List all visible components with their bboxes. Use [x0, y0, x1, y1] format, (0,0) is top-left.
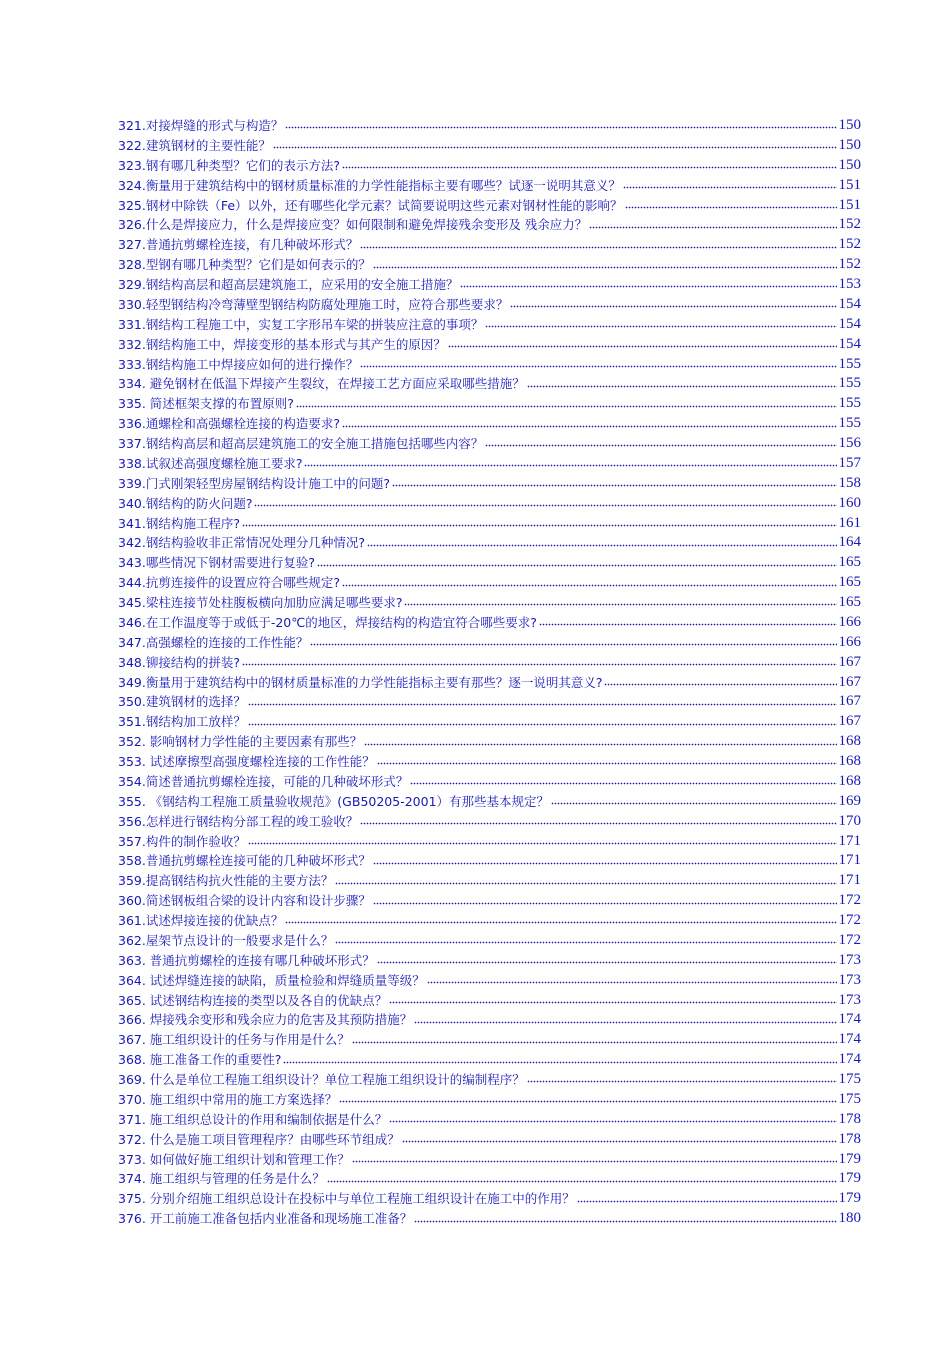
toc-entry-page-number: 151: [838, 196, 861, 213]
toc-entry-title: 335. 简述框架支撑的布置原则?: [118, 396, 294, 412]
dot-leader: [248, 702, 837, 706]
toc-entry-title: 369. 什么是单位工程施工组织设计？单位工程施工组织设计的编制程序？: [118, 1072, 525, 1087]
toc-entry-title: 334. 避免钢材在低温下焊接产生裂纹，在焊接工艺方面应采取哪些措施？: [118, 376, 525, 392]
toc-entry-page-number: 157: [838, 454, 861, 471]
toc-entry[interactable]: [118, 613, 861, 633]
toc-entry[interactable]: [118, 355, 861, 375]
dot-leader: [248, 841, 837, 845]
toc-entry-title: 338.试叙述高强度螺栓施工要求?: [118, 455, 303, 471]
toc-entry[interactable]: [118, 275, 861, 295]
toc-entry-page-number: 171: [838, 832, 861, 849]
dot-leader: [577, 1199, 837, 1203]
dot-leader: [360, 245, 836, 249]
toc-entry-page-number: 165: [838, 554, 861, 571]
toc-entry[interactable]: [118, 1110, 861, 1130]
toc-entry[interactable]: [118, 752, 861, 772]
dot-leader: [510, 305, 836, 309]
toc-entry[interactable]: [118, 633, 861, 653]
toc-entry-title: 358.普通抗剪螺栓连接可能的几种破坏形式？: [118, 853, 371, 869]
toc-entry-page-number: 161: [838, 514, 861, 531]
dot-leader: [373, 861, 837, 865]
toc-entry-page-number: 152: [838, 216, 861, 233]
toc-entry-page-number: 167: [838, 713, 861, 730]
toc-entry-page-number: 155: [838, 415, 861, 432]
toc-entry[interactable]: [118, 1010, 861, 1030]
toc-entry-page-number: 150: [838, 136, 861, 153]
toc-entry[interactable]: [118, 1150, 861, 1170]
toc-entry-title: 350.建筑钢材的选择？: [118, 694, 246, 710]
toc-entry[interactable]: [118, 156, 861, 176]
toc-entry[interactable]: [118, 991, 861, 1011]
toc-entry-page-number: 166: [838, 613, 861, 630]
toc-entry-page-number: 168: [838, 753, 861, 769]
toc-entry-title: 368. 施工准备工作的重要性?: [118, 1052, 282, 1068]
toc-entry-title: 344.抗剪连接件的设置应符合哪些规定?: [118, 575, 340, 591]
toc-entry-page-number: 169: [838, 792, 861, 809]
dot-leader: [242, 663, 837, 667]
toc-entry-title: 372. 什么是施工项目管理程序？由哪些环节组成？: [118, 1131, 400, 1147]
toc-entry-page-number: 168: [838, 733, 861, 750]
toc-entry-title: 325.钢材中除铁（Fe）以外，还有哪些化学元素？试简要说明这些元素对钢材性能的影响？: [118, 197, 623, 213]
toc-entry[interactable]: [118, 732, 861, 752]
dot-leader: [589, 225, 836, 229]
dot-leader: [248, 722, 837, 726]
dot-leader: [427, 981, 837, 985]
toc-entry[interactable]: [118, 1189, 861, 1209]
dot-leader: [367, 543, 837, 547]
toc-entry-page-number: 155: [838, 395, 861, 412]
toc-entry[interactable]: [118, 374, 861, 394]
toc-entry-page-number: 173: [838, 971, 861, 988]
dot-leader: [373, 901, 837, 905]
dot-leader: [625, 205, 837, 209]
toc-entry[interactable]: [118, 553, 861, 573]
dot-leader: [485, 325, 836, 329]
toc-entry-page-number: 164: [838, 534, 861, 551]
toc-entry-page-number: 151: [838, 176, 861, 193]
toc-entry[interactable]: [118, 1050, 861, 1070]
dot-leader: [339, 1100, 836, 1104]
toc-entry[interactable]: [118, 295, 861, 315]
toc-entry[interactable]: [118, 176, 861, 196]
toc-entry-page-number: 171: [838, 852, 861, 869]
toc-entry-page-number: 154: [838, 335, 861, 352]
toc-entry-page-number: 153: [838, 276, 861, 292]
dot-leader: [377, 961, 837, 965]
dot-leader: [273, 146, 837, 150]
toc-entry-title: 329.钢结构高层和超高层建筑施工，应采用的安全施工措施？: [118, 277, 459, 292]
toc-entry[interactable]: [118, 812, 861, 832]
dot-leader: [604, 682, 836, 686]
dot-leader: [527, 384, 837, 388]
toc-entry-page-number: 152: [838, 236, 861, 253]
toc-entry-page-number: 172: [838, 912, 861, 928]
toc-entry[interactable]: [118, 315, 861, 335]
dot-leader: [389, 1000, 836, 1004]
toc-entry-title: 332.钢结构施工中，焊接变形的基本形式与其产生的原因？: [118, 336, 446, 352]
toc-entry-title: 349.衡量用于建筑结构中的钢材质量标准的力学性能指标主要有那些？逐一说明其意义?: [118, 674, 603, 690]
toc-entry-page-number: 167: [838, 653, 861, 670]
dot-leader: [242, 523, 837, 527]
toc-entry-title: 364. 试述焊缝连接的缺陷，质量检验和焊缝质量等级？: [118, 972, 425, 988]
toc-entry[interactable]: [118, 196, 861, 216]
dot-leader: [360, 364, 836, 368]
dot-leader: [352, 1040, 837, 1044]
dot-leader: [342, 583, 837, 587]
dot-leader: [377, 762, 837, 766]
toc-entry-title: 366. 焊接残余变形和残余应力的危害及其预防措施？: [118, 1012, 413, 1028]
toc-entry-title: 337.钢结构高层和超高层建筑施工的安全施工措施包括哪些内容？: [118, 436, 484, 451]
toc-entry-page-number: 165: [838, 594, 861, 610]
dot-leader: [327, 1179, 837, 1183]
dot-leader: [551, 802, 836, 806]
toc-entry[interactable]: [118, 851, 861, 871]
toc-entry-page-number: 174: [838, 1031, 861, 1048]
toc-entry-page-number: 179: [838, 1150, 861, 1167]
toc-entry[interactable]: [118, 891, 861, 911]
toc-entry[interactable]: [118, 832, 861, 852]
toc-entry-title: 361.试述焊接连接的优缺点？: [118, 913, 284, 928]
toc-entry-title: 328.型钢有哪几种类型？它们是如何表示的？: [118, 257, 371, 273]
toc-entry-page-number: 167: [838, 693, 861, 710]
toc-entry-title: 348.铆接结构的拼装?: [118, 654, 240, 670]
toc-entry-title: 347.高强螺栓的连接的工作性能？: [118, 634, 309, 650]
toc-entry-page-number: 155: [838, 355, 861, 372]
toc-entry-page-number: 150: [838, 117, 861, 133]
toc-entry-page-number: 175: [838, 1090, 861, 1107]
toc-entry-page-number: 173: [838, 991, 861, 1008]
toc-entry-title: 323.钢有哪几种类型？它们的表示方法?: [118, 157, 340, 173]
toc-entry[interactable]: [118, 474, 861, 494]
toc-entry-page-number: 180: [838, 1210, 861, 1227]
dot-leader: [342, 166, 837, 170]
toc-entry[interactable]: [118, 871, 861, 891]
toc-entry-title: 376. 开工前施工准备包括内业准备和现场施工准备？: [118, 1211, 413, 1227]
toc-entry[interactable]: [118, 335, 861, 355]
dot-leader: [623, 186, 837, 190]
toc-entry-title: 339.门式刚架轻型房屋钢结构设计施工中的问题?: [118, 475, 390, 491]
toc-entry[interactable]: [118, 1209, 861, 1229]
toc-entry-title: 363. 普通抗剪螺栓的连接有哪几种破坏形式？: [118, 952, 375, 968]
toc-entry-title: 326.什么是焊接应力，什么是焊接应变？如何限制和避免焊接残余变形及 残余应力？: [118, 217, 588, 233]
toc-entry-page-number: 158: [838, 474, 861, 491]
toc-entry[interactable]: [118, 593, 861, 613]
table-of-contents: [118, 116, 861, 1229]
toc-entry-title: 346.在工作温度等于或低于-20℃的地区，焊接结构的构造宜符合哪些要求?: [118, 614, 537, 630]
toc-entry-title: 351.钢结构加工放样？: [118, 714, 246, 730]
dot-leader: [404, 603, 836, 607]
toc-entry-title: 340.钢结构的防火问题?: [118, 495, 253, 511]
toc-entry[interactable]: [118, 494, 861, 514]
dot-leader: [335, 881, 836, 885]
toc-entry[interactable]: [118, 1130, 861, 1150]
toc-entry[interactable]: [118, 692, 861, 712]
dot-leader: [527, 1080, 837, 1084]
toc-entry-title: 336.通螺栓和高强螺栓连接的构造要求?: [118, 416, 340, 432]
toc-entry-title: 322.建筑钢材的主要性能？: [118, 137, 271, 153]
dot-leader: [539, 623, 837, 627]
toc-entry-title: 375. 分别介绍施工组织总设计在投标中与单位工程施工组织设计在施工中的作用？: [118, 1191, 575, 1207]
toc-entry-page-number: 152: [838, 256, 861, 273]
toc-entry-title: 354.简述普通抗剪螺栓连接，可能的几种破坏形式？: [118, 773, 409, 789]
dot-leader: [364, 742, 836, 746]
toc-entry-page-number: 174: [838, 1011, 861, 1028]
dot-leader: [283, 1060, 836, 1064]
toc-entry-title: 359.提高钢结构抗火性能的主要方法？: [118, 873, 334, 889]
toc-entry-title: 321.对接焊缝的形式与构造？: [118, 118, 284, 133]
dot-leader: [310, 643, 836, 647]
toc-entry-title: 342.钢结构验收非正常情况处理分几种情况?: [118, 535, 365, 551]
toc-entry-title: 370. 施工组织中常用的施工方案选择？: [118, 1091, 338, 1107]
dot-leader: [254, 504, 836, 508]
toc-entry[interactable]: [118, 533, 861, 553]
dot-leader: [304, 464, 836, 468]
toc-entry-page-number: 166: [838, 633, 861, 650]
dot-leader: [410, 782, 836, 786]
toc-entry[interactable]: [118, 1070, 861, 1090]
toc-entry-page-number: 178: [838, 1110, 861, 1127]
toc-entry[interactable]: [118, 573, 861, 593]
toc-entry[interactable]: [118, 434, 861, 454]
dot-leader: [402, 1140, 837, 1144]
toc-entry[interactable]: [118, 514, 861, 534]
toc-entry-page-number: 160: [838, 494, 861, 511]
toc-entry-page-number: 150: [838, 156, 861, 173]
toc-entry-title: 352. 影响钢材力学性能的主要因素有那些？: [118, 734, 363, 750]
toc-entry-title: 343.哪些情况下钢材需要进行复验?: [118, 555, 315, 571]
toc-entry-title: 324.衡量用于建筑结构中的钢材质量标准的力学性能指标主要有哪些？试逐一说明其意义？: [118, 177, 621, 193]
toc-entry-page-number: 154: [838, 295, 861, 312]
toc-entry-page-number: 168: [838, 772, 861, 789]
toc-entry-page-number: 155: [838, 375, 861, 392]
toc-entry-page-number: 178: [838, 1130, 861, 1147]
toc-entry[interactable]: [118, 931, 861, 951]
toc-entry[interactable]: [118, 1169, 861, 1189]
dot-leader: [414, 1219, 836, 1223]
dot-leader: [342, 424, 837, 428]
toc-entry-title: 365. 试述钢结构连接的类型以及各自的优缺点？: [118, 992, 388, 1008]
toc-entry[interactable]: [118, 215, 861, 235]
toc-entry[interactable]: [118, 116, 861, 136]
toc-entry-page-number: 167: [838, 673, 861, 690]
toc-entry-title: 357.构件的制作验收？: [118, 833, 246, 849]
toc-entry[interactable]: [118, 951, 861, 971]
toc-entry-page-number: 165: [838, 574, 861, 591]
dot-leader: [414, 1020, 836, 1024]
toc-entry[interactable]: [118, 712, 861, 732]
dot-leader: [389, 1120, 836, 1124]
toc-entry[interactable]: [118, 394, 861, 414]
toc-entry-title: 330.轻型钢结构冷弯薄壁型钢结构防腐处理施工时，应符合那些要求？: [118, 296, 509, 312]
toc-entry-page-number: 179: [838, 1170, 861, 1187]
dot-leader: [460, 285, 836, 289]
toc-entry-page-number: 170: [838, 812, 861, 829]
toc-entry-title: 353. 试述摩擦型高强度螺栓连接的工作性能？: [118, 754, 375, 769]
toc-entry-title: 362.屋架节点设计的一般要求是什么？: [118, 932, 334, 948]
toc-entry-title: 331.钢结构工程施工中，实复工字形吊车梁的拼装应注意的事项？: [118, 316, 484, 332]
dot-leader: [360, 822, 836, 826]
toc-entry-title: 374. 施工组织与管理的任务是什么？: [118, 1171, 325, 1187]
toc-entry-page-number: 174: [838, 1051, 861, 1068]
toc-entry-title: 367. 施工组织设计的任务与作用是什么？: [118, 1032, 350, 1048]
toc-entry-title: 355. 《钢结构工程施工质量验收规范》(GB50205-2001）有那些基本规定？: [118, 793, 550, 809]
toc-entry-page-number: 171: [838, 872, 861, 889]
toc-entry[interactable]: [118, 235, 861, 255]
toc-entry-page-number: 173: [838, 951, 861, 968]
toc-entry-title: 327.普通抗剪螺栓连接，有几种破坏形式？: [118, 237, 359, 253]
toc-entry-page-number: 156: [838, 435, 861, 451]
toc-entry[interactable]: [118, 454, 861, 474]
toc-entry-title: 333.钢结构施工中焊接应如何的进行操作？: [118, 356, 359, 372]
toc-entry[interactable]: [118, 911, 861, 931]
dot-leader: [392, 484, 837, 488]
toc-entry[interactable]: [118, 772, 861, 792]
toc-entry-page-number: 154: [838, 315, 861, 332]
dot-leader: [285, 921, 836, 925]
toc-entry[interactable]: [118, 673, 861, 693]
toc-entry[interactable]: [118, 414, 861, 434]
dot-leader: [373, 265, 837, 269]
toc-entry[interactable]: [118, 1090, 861, 1110]
dot-leader: [352, 1159, 837, 1163]
toc-entry-page-number: 179: [838, 1190, 861, 1207]
toc-entry-title: 345.梁柱连接节处柱腹板横向加肋应满足哪些要求?: [118, 595, 403, 610]
dot-leader: [335, 941, 836, 945]
toc-entry[interactable]: [118, 255, 861, 275]
toc-entry[interactable]: [118, 136, 861, 156]
toc-entry-title: 373. 如何做好施工组织计划和管理工作？: [118, 1151, 350, 1167]
toc-entry-page-number: 175: [838, 1071, 861, 1087]
toc-entry-page-number: 172: [838, 931, 861, 948]
dot-leader: [448, 345, 837, 349]
toc-entry[interactable]: [118, 653, 861, 673]
toc-entry-page-number: 172: [838, 892, 861, 909]
dot-leader: [485, 444, 836, 448]
toc-entry[interactable]: [118, 1030, 861, 1050]
toc-entry[interactable]: [118, 971, 861, 991]
toc-entry-title: 356.怎样进行钢结构分部工程的竣工验收？: [118, 813, 359, 829]
dot-leader: [296, 404, 837, 408]
toc-entry-title: 360.简述钢板组合梁的设计内容和设计步骤？: [118, 893, 371, 909]
dot-leader: [285, 126, 836, 130]
toc-entry-title: 341.钢结构施工程序?: [118, 515, 240, 531]
toc-entry-title: 371. 施工组织总设计的作用和编制依据是什么？: [118, 1111, 388, 1127]
toc-entry[interactable]: [118, 792, 861, 812]
dot-leader: [317, 563, 837, 567]
